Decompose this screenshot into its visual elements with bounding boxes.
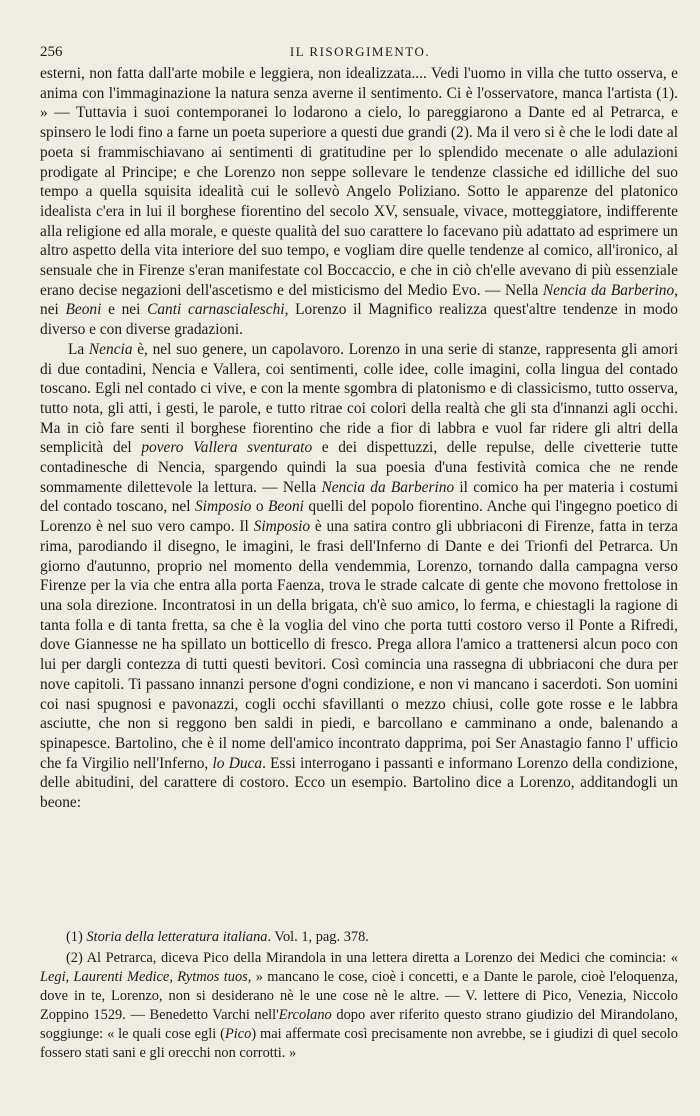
text-span: . Vol. 1, pag. 378. bbox=[267, 929, 369, 945]
body-text bbox=[40, 64, 678, 813]
text-span: , nei bbox=[40, 281, 679, 319]
page-header bbox=[40, 44, 680, 64]
text-span: , » mancano le cose, cioè i concetti, e a Dante le parole, cioè l'eloquenza, dove in te, Lorenzo, non si desiderano nè le une cose nè le altre. — V. lettere di Pico, Venezia, Niccolo Zoppino 1529. — Benedetto Varchi nell' bbox=[40, 969, 678, 1023]
paragraph bbox=[40, 340, 678, 813]
quotation: Legi, Laurenti Medice, Rytmos tuos bbox=[40, 969, 248, 985]
footnote-2 bbox=[40, 949, 678, 1063]
running-head: IL RISORGIMENTO. bbox=[289, 44, 431, 59]
text-span: , Lorenzo il Magnifico realizza quest'altre tendenze in modo diverso e con diverse gradazioni. bbox=[40, 301, 678, 339]
work-title: Nencia da Barberino bbox=[542, 281, 675, 299]
work-title: Nencia da Barberino bbox=[321, 478, 455, 496]
text-span: dopo aver riferito questo strano giudizio del Mirandolano, soggiunge: « le quali cose egli ( bbox=[40, 1007, 678, 1042]
text-span: o bbox=[251, 498, 269, 516]
text-span: . Essi interrogano i passanti e informano Lorenzo della condizione, delle abitudini, del carattere di costoro. Ecco un esempio. Bartolino dice a Lorenzo, additandogli un beone: bbox=[40, 754, 678, 812]
page-number: 256 bbox=[40, 44, 63, 60]
work-title: Simposio bbox=[194, 498, 252, 516]
work-title: Ercolano bbox=[278, 1007, 332, 1023]
work-title: Nencia bbox=[88, 340, 133, 358]
text-span: e nei bbox=[101, 301, 148, 319]
work-title: Canti carnascialeschi bbox=[147, 301, 285, 319]
text-span: ) mai affermate così precisamente non avrebbe, se i giudizi di quel secolo fossero stati sani e gli orecchi non corrotti. » bbox=[40, 1026, 678, 1061]
text-span: è una satira contro gli ubbriaconi di Firenze, fatta in terza rima, parodiando il disegno, le imagini, le frasi dell'Inferno di Dante e dei Trionfi del Petrarca. Un giorno d'autunno, proprio nel momento della vendemmia, Lorenzo, tornando dalla campagna verso Firenze per la via che entra alla porta Faenza, trova le strade calcate di gente che movono frettolose in una sola direzione. Incontratosi in un della brigata, ch'è suo amico, lo ferma, e chiestagli la ragione di tanta folla e di tanta fretta, sa che è la voglia del vino che porta tutti costoro verso il Ponte a Rifredi, dove Giannesse ne ha spillato un botticello di fresco. Prega allora l'amico a trattenersi alcun poco con lui per dargli contezza di tutti questi bevitori. Così comincia una rassegna di ubbriaconi che dura per nove capitoli. Ti passano innanzi persone d'ogni condizione, e non vi mancano i sacerdoti. Son uomini coi nasi spugnosi e pavonazzi, cogli occhi sfavillanti o mezzo chiusi, colle gote rosse e le labbra asciutte, che non si reggono ben saldi in piedi, e barcollano e camminano a onde, balenando a spinapesce. Bartolino, che è il nome dell'amico incontrato dapprima, poi Ser Anastagio fanno l' ufficio che fa Virgilio nell'Inferno, bbox=[40, 518, 679, 772]
text-span: quelli del popolo fiorentino. Anche qui l'ingegno poetico di Lorenzo è nel suo vero campo. Il bbox=[40, 498, 678, 536]
paragraph bbox=[40, 64, 678, 340]
footnote-marker: (1) bbox=[66, 929, 87, 945]
quotation: lo Duca bbox=[212, 754, 263, 772]
text-span: (2) Al Petrarca, diceva Pico della Mirandola in una lettera diretta a Lorenzo dei Medici che comincia: « bbox=[66, 950, 678, 966]
name: Pico bbox=[224, 1026, 252, 1042]
work-title: Simposio bbox=[253, 518, 311, 536]
text-span: esterni, non fatta dall'arte mobile e leggiera, non idealizzata.... Vedi l'uomo in villa che tutto osserva, e anima con l'immaginazione la natura senza averne il sentimento. Ci è l'osservatore, manca l'artista (1). » — Tuttavia i suoi contemporanei lo lodarono a cielo, lo pareggiarono a Dante ed al Petrarca, e spinsero le lodi fino a farne un poeta superiore a questi due grandi (2). Ma il vero si è che le lodi date al poeta si frammischiavano ai sentimenti di gratitudine per lo splendido mecenate o alle adulazioni prodigate al Principe; e che Lorenzo non seppe sollevare le tendenze classiche ed idilliche del suo tempo a quella squisita idealità cui le sollevò Angelo Poliziano. Sotto le apparenze del platonico idealista c'era in lui il borghese fiorentino del secolo XV, sensuale, vivace, motteggiatore, indifferente alla religione ed alla morale, e queste qualità del suo carattere lo facevano più adattato ad esprimere un altro aspetto della vita interiore del suo tempo, e vogliam dire quelle tendenze al comico, all'ironico, al sensuale che in Firenze s'eran manifestate col Boccaccio, e che in ciò ch'elle avevano di più essenziale erano decise negazioni dell'ascetismo e del misticismo del Medio Evo. — Nella bbox=[40, 65, 678, 299]
work-title: Beoni bbox=[268, 498, 304, 516]
quotation: povero Vallera sventurato bbox=[141, 439, 313, 457]
text-span: La bbox=[68, 340, 89, 358]
footnotes bbox=[40, 928, 678, 1065]
text-span: e dei dispettuzzi, delle repulse, delle civetterie tutte contadinesche di Nencia, spargendo quindi la sua poesia d'una festività comica che ne rende sommamente dilettevole la lettura. — Nella bbox=[40, 439, 678, 496]
footnote-1 bbox=[40, 928, 678, 947]
text-span: è, nel suo genere, un capolavoro. Lorenzo in una serie di stanze, rappresenta gli amori di due contadini, Nencia e Vallera, coi sentimenti, colle idee, colle imagini, colla lingua del contado toscano. Egli nel contado ci vive, e con la mente sgombra di platonismo e di classicismo, tutto osserva, tutto nota, gli atti, i gesti, le parole, e tutto ritrae coi colori della realtà che gli sta d'innanzi agli occhi. Ma in ciò fare senti il borghese fiorentino che ride a fior di labbra e vuol far ridere gli altri della semplicità del bbox=[40, 340, 678, 457]
work-title: Storia della letteratura italiana bbox=[86, 929, 268, 945]
text-span: il comico ha per materia i costumi del contado toscano, nel bbox=[40, 478, 679, 516]
work-title: Beoni bbox=[65, 301, 102, 319]
